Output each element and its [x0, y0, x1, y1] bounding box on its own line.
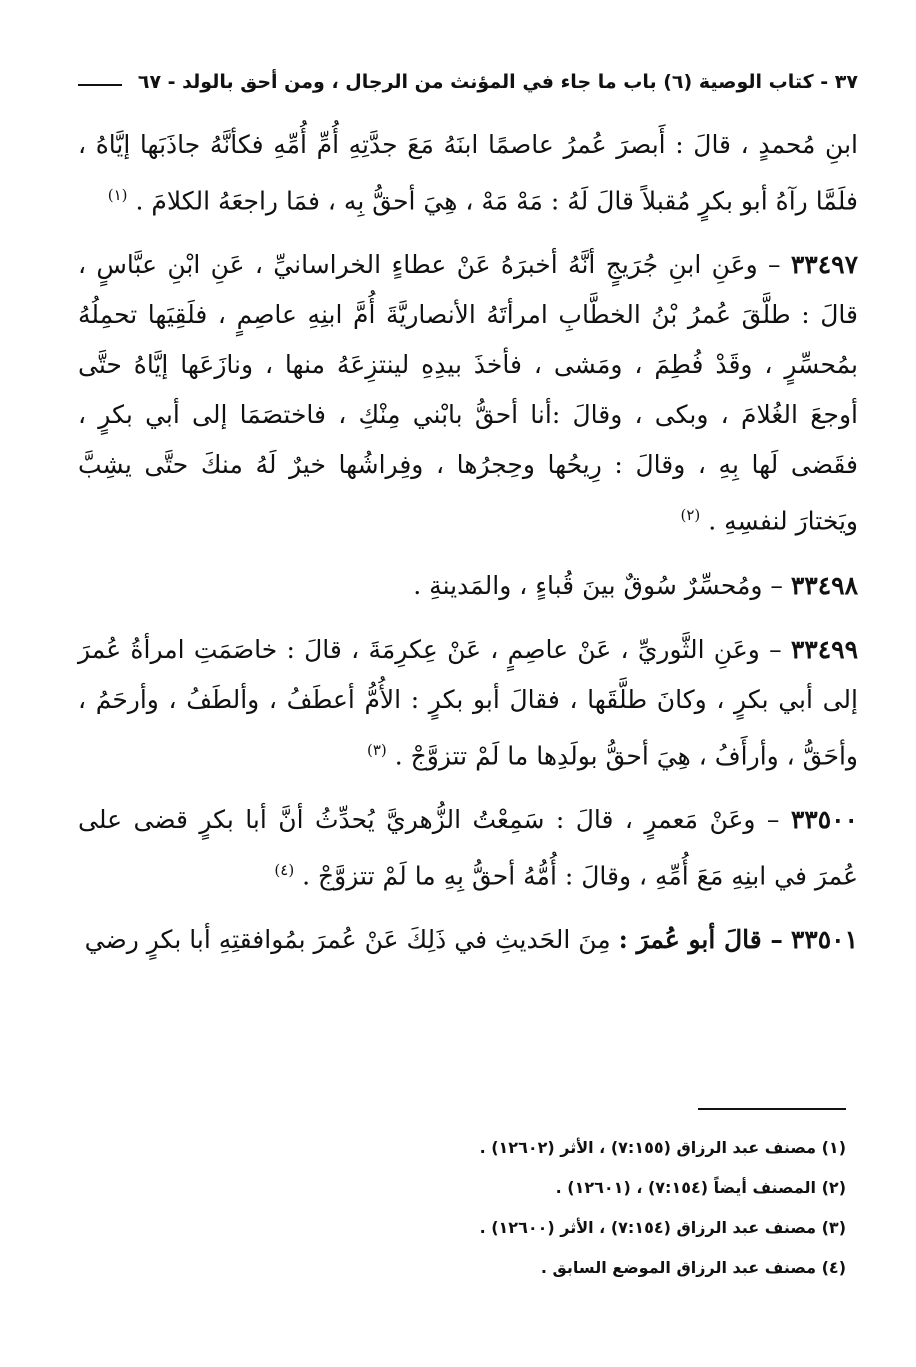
- hadith-number: ٣٣٥٠٠: [790, 804, 858, 834]
- footnote-rule: [698, 1108, 846, 1110]
- hadith-number: ٣٣٤٩٨: [790, 570, 858, 600]
- header-rule: [78, 84, 122, 86]
- paragraph-text: – ومُحسِّرٌ سُوقٌ بينَ قُباءٍ ، والمَدينةِ .: [413, 570, 783, 600]
- footnote-marker: (٣): [366, 740, 387, 759]
- footnote-4: (٤) مصنف عبد الرزاق الموضع السابق .: [540, 1258, 846, 1277]
- running-header: [78, 62, 858, 102]
- paragraph-text: – وعَنِ الثَّوريِّ ، عَنْ عاصِمٍ ، عَنْ عِكرِمَةَ ، قالَ : خاصَمَتِ امرأةُ عُمرَ إلى أبي بكرٍ ، وكانَ طلَّقَها ، فقالَ أبو بكرٍ : الأُمُّ أعطَفُ ، وألطَفُ ، وأرحَمُ ، وأحَقُّ ، وأرأَفُ ، هِيَ أحقُّ بولَدِها ما لَمْ تتزوَّجْ .: [78, 634, 858, 770]
- footnotes: [200, 1128, 846, 1288]
- speaker-lead: – قالَ أبو عُمرَ :: [618, 925, 783, 955]
- hadith-33498: [78, 561, 858, 611]
- paragraph-continuation: [78, 120, 858, 226]
- hadith-33497: [78, 240, 858, 546]
- hadith-33500: [78, 795, 858, 901]
- paragraph-text: ابنِ مُحمدٍ ، قالَ : أَبصرَ عُمرُ عاصمًا ابنَهُ مَعَ جدَّتِهِ أُمِّ أُمِّهِ فكأنَّهُ جاذَبَها إيَّاهُ ، فلَمَّا رآهُ أبو بكرٍ مُقبلاً قالَ لَهُ : مَهْ مَهْ ، هِيَ أحقُّ بِه ، فمَا راجعَهُ الكلامَ .: [78, 130, 858, 216]
- paragraph-text: – وعَنِ ابنِ جُرَيجٍ أنَّهُ أخبرَهُ عَنْ عطاءٍ الخراسانيِّ ، عَنِ ابْنِ عبَّاسٍ ، قالَ : طلَّقَ عُمرُ بْنُ الخطَّابِ امرأتَهُ الأنصاريَّةَ أُمَّ ابنِهِ عاصِمٍ ، فلَقِيَها تحمِلُهُ بمُحسِّرٍ ، وقَدْ فُطِمَ ، ومَشى ، فأخذَ بيدِهِ لينتزِعَهُ منها ، ونازَعَها إيَّاهُ حتَّى أوجعَ الغُلامَ ، وبكى ، وقالَ :أنا أحقُّ بابْني مِنْكِ ، فاختصَمَا إلى أبي بكرٍ ، فقَضى لَها بِهِ ، وقالَ : رِيحُها وحِجرُها ، وفِراشُها خيرٌ لَهُ منكَ حتَّى يشِبَّ ويَختارَ لنفسِهِ .: [78, 250, 858, 536]
- hadith-number: ٣٣٤٩٧: [790, 250, 858, 280]
- hadith-number: ٣٣٤٩٩: [790, 634, 859, 664]
- hadith-33501: [78, 915, 858, 965]
- paragraph-text: – وعَنْ مَعمرٍ ، قالَ : سَمِعْتُ الزُّهريَّ يُحدِّثُ أنَّ أبا بكرٍ قضى على عُمرَ في ابنِهِ مَعَ أُمِّهِ ، وقالَ : أُمُّهُ أحقُّ بِهِ ما لَمْ تتزوَّجْ .: [78, 804, 858, 891]
- footnote-1: (١) مصنف عبد الرزاق (٧:١٥٥) ، الأثر (١٢٦٠٢) .: [479, 1138, 846, 1157]
- paragraph-text: مِنَ الحَديثِ في ذَلِكَ عَنْ عُمرَ بمُوافقتِهِ أبا بكرٍ رضي: [84, 925, 611, 955]
- main-text: [78, 120, 858, 965]
- footnote-marker: (١): [107, 186, 128, 204]
- hadith-33499: [78, 625, 858, 781]
- hadith-number: ٣٣٥٠١: [790, 925, 858, 955]
- footnote-marker: (٢): [680, 506, 701, 525]
- footnote-marker: (٤): [274, 860, 295, 879]
- footnote-3: (٣) مصنف عبد الرزاق (٧:١٥٤) ، الأثر (١٢٦٠٠) .: [479, 1218, 846, 1237]
- footnote-2: (٢) المصنف أيضاً (٧:١٥٤) ، (١٢٦٠١) .: [555, 1178, 846, 1197]
- header-title: ٣٧ - كتاب الوصية (٦) باب ما جاء في المؤنث من الرجال ، ومن أحق بالولد - ٦٧: [137, 71, 858, 93]
